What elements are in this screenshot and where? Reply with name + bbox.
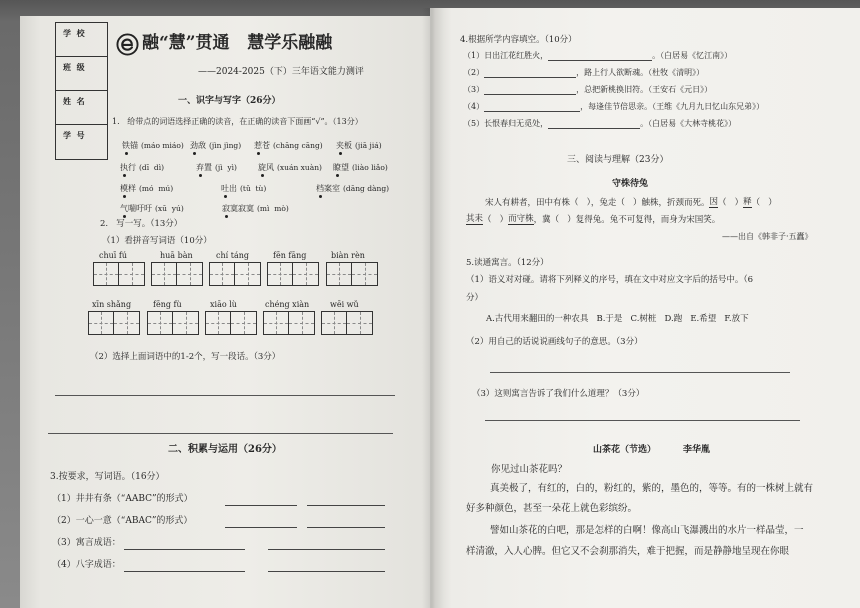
pinyin-options: (mó mú)	[139, 184, 174, 193]
pinyin-options: (jìn jìng)	[209, 141, 242, 150]
q4-item-pre: （5）长恨春归无觅处，	[463, 119, 549, 128]
writing-grid	[267, 262, 319, 286]
passage-underlined: 而守株	[508, 214, 534, 224]
dotted-word: 气喘吁吁	[120, 204, 152, 213]
writing-grid	[209, 262, 261, 286]
q5-sub1: （1）语义对对碰。请将下列释义的序号，填在文中对应文字后的括号中。（6	[466, 275, 754, 285]
word-item	[336, 133, 382, 152]
right-page	[430, 8, 860, 608]
q2-sub1: （1）看拼音写词语（10分）	[102, 236, 212, 246]
writing-grid	[326, 262, 378, 286]
pinyin-label: fēn fāng	[273, 251, 307, 260]
section2-heading: 二、积累与运用（26分）	[168, 444, 282, 455]
answer-blank	[124, 571, 245, 572]
answer-blank	[268, 571, 385, 572]
dotted-word: 执行	[120, 163, 136, 172]
pinyin-label: chuī fú	[99, 251, 127, 260]
pinyin-options: (dāng dàng)	[343, 184, 390, 193]
q3-item: （1）井井有条（“AABC”的形式）	[52, 494, 193, 504]
passage-underlined: 其耒	[466, 214, 484, 224]
exam-subtitle: ——2024-2025（下）三年语文能力测评	[198, 67, 364, 77]
answer-blank	[307, 505, 385, 506]
answer-blank	[307, 527, 385, 528]
passage-source: ——出自《韩非子·五蠹》	[722, 232, 813, 241]
q4-item-pre: （3）	[463, 85, 485, 94]
pinyin-label: chí táng	[216, 251, 249, 260]
q4-item-post: ，总把新桃换旧符。（王安石《元日》）	[576, 85, 713, 94]
passage-line	[466, 214, 720, 225]
passage-underlined: 因	[709, 197, 718, 207]
answer-line	[490, 372, 790, 373]
pinyin-label: biàn rèn	[331, 251, 365, 260]
q4-item-pre: （1）日出江花红胜火，	[463, 51, 549, 60]
word-item	[316, 176, 389, 195]
pinyin-label: wēi wǔ	[330, 300, 359, 309]
q4-item-pre: （2）	[463, 68, 485, 77]
q4-item-post: 。（白居易《大林寺桃花》）	[640, 119, 737, 128]
q5-options: A.古代用来翻田的一种农具 B.于是 C.树桩 D.跑 E.希望 F.放下	[486, 314, 749, 324]
pinyin-label: chéng xiàn	[265, 300, 310, 309]
q4-item	[463, 102, 764, 112]
q4-item-post: 。（白居易《忆江南》）	[652, 51, 733, 60]
q2-sub2: （2）选择上面词语中的1-2个，写一段话。（3分）	[90, 352, 281, 362]
word-item	[222, 196, 289, 215]
q1-prompt: 1. 给带点的词语选择正确的读音，在正确的读音下面画“√”。（13分）	[112, 117, 363, 126]
logo-icon	[116, 33, 139, 56]
passage-text: （ ）	[751, 198, 777, 208]
info-school: 学 校	[56, 23, 107, 57]
word-item	[258, 155, 322, 174]
writing-grid	[263, 311, 315, 335]
q4-item	[463, 85, 712, 95]
section3-heading: 三、阅读与理解（23分）	[567, 155, 669, 165]
pinyin-options: (xuán xuàn)	[277, 163, 322, 172]
writing-grid	[93, 262, 145, 286]
answer-blank	[268, 549, 385, 550]
answer-line	[485, 420, 800, 421]
passage-text: 宋人有耕者，田中有株（ ），兔走（ ）触株，折颈而死。	[485, 198, 710, 208]
q3-item: （3）寓言成语：	[52, 538, 121, 548]
q4-item-post: ，路上行人欲断魂。（杜牧《清明》）	[576, 68, 705, 77]
pinyin-label: xīn shǎng	[92, 300, 132, 309]
pinyin-options: (dī dì)	[139, 163, 165, 172]
word-item	[254, 133, 323, 152]
writing-grid	[147, 311, 199, 335]
word-item	[120, 176, 173, 195]
reading2-line: 你见过山茶花吗？	[491, 464, 568, 475]
writing-grid	[88, 311, 140, 335]
q5-prompt: 5.读通寓言。（12分）	[466, 258, 549, 268]
reading2-line: 譬如山茶花的白吧，那是怎样的白啊！像高山飞瀑溅出的水片一样晶莹，一	[490, 525, 804, 536]
answer-blank	[484, 69, 576, 78]
q4-item-pre: （4）	[463, 102, 485, 111]
dotted-word: 瞭望	[333, 163, 349, 172]
word-item	[120, 196, 184, 215]
answer-blank	[484, 86, 576, 95]
word-item	[196, 155, 237, 174]
passage-text: （ ）	[483, 215, 509, 225]
dotted-word: 铁锚	[122, 141, 138, 150]
word-item	[190, 133, 241, 152]
answer-line	[48, 433, 393, 434]
q4-item	[463, 119, 736, 129]
q4-item	[463, 51, 732, 61]
passage-underlined: 释	[743, 197, 752, 207]
pinyin-options: (liào liǎo)	[352, 163, 388, 172]
passage-text: ，冀（ ）复得兔。兔不可复得，而身为宋国笑。	[533, 215, 721, 225]
passage-title: 守株待兔	[612, 179, 649, 189]
answer-blank	[484, 103, 580, 112]
page-fold-shadow	[422, 8, 444, 608]
dotted-word: 夹板	[336, 141, 352, 150]
reading2-line: 好多种颜色，甚至一朵花上就色彩缤纷。	[466, 503, 638, 514]
student-info-table	[55, 22, 108, 160]
dotted-word: 惹苍	[254, 141, 270, 150]
exam-title: 融“慧”贯通 慧学乐融融	[142, 33, 333, 53]
q3-prompt: 3.按要求，写词语。（16分）	[50, 472, 165, 482]
answer-blank	[225, 505, 297, 506]
q4-item-post: ，每逢佳节倍思亲。（王维《九月九日忆山东兄弟》）	[580, 102, 765, 111]
info-class: 班 级	[56, 57, 107, 91]
pinyin-options: (chāng cāng)	[273, 141, 323, 150]
dotted-word: 寂寞寂寞	[222, 204, 254, 213]
pinyin-options: (tǔ tù)	[240, 184, 267, 193]
pinyin-options: (jì yì)	[215, 163, 237, 172]
dotted-word: 弃置	[196, 163, 212, 172]
passage-text: （ ）	[717, 198, 744, 208]
pinyin-options: (mì mò)	[257, 204, 289, 213]
writing-grid	[151, 262, 203, 286]
answer-blank	[124, 549, 245, 550]
reading2-title: 山茶花（节选）	[593, 445, 657, 455]
pinyin-label: huā bàn	[160, 251, 193, 260]
dotted-word: 旋风	[258, 163, 274, 172]
q3-item: （2）一心一意（“ABAC”的形式）	[52, 516, 193, 526]
answer-blank	[548, 120, 640, 129]
pinyin-options: (máo miáo)	[141, 141, 184, 150]
answer-blank	[548, 52, 652, 61]
q5-sub3: （3）这则寓言告诉了我们什么道理？（3分）	[472, 389, 645, 399]
reading2-line: 样清澈，入人心脾。但它又不会刹那消失，难于把握，而是静静地呈现在你眼	[466, 546, 790, 557]
writing-grid	[321, 311, 373, 335]
answer-blank	[225, 527, 297, 528]
dotted-word: 档案室	[316, 184, 340, 193]
word-item	[120, 155, 164, 174]
info-number: 学 号	[63, 130, 85, 140]
reading2-author: 李华胤	[683, 445, 711, 455]
word-item	[221, 176, 266, 195]
q3-item: （4）八字成语：	[52, 560, 121, 570]
section1-heading: 一、识字与写字（26分）	[178, 96, 281, 106]
q4-item	[463, 68, 704, 78]
word-item	[122, 133, 184, 152]
pinyin-label: xiāo lù	[210, 300, 237, 309]
q5-sub2: （2）用自己的话说说画线句子的意思。（3分）	[466, 337, 643, 347]
pinyin-options: (jiā jiá)	[355, 141, 382, 150]
dotted-word: 模样	[120, 184, 136, 193]
pinyin-options: (xū yú)	[155, 204, 184, 213]
writing-grid	[205, 311, 257, 335]
pinyin-label: fēng fù	[153, 300, 182, 309]
word-item	[333, 155, 388, 174]
q5-sub1-cont: 分）	[466, 293, 484, 303]
q2-prompt: 2. 写一写。（13分）	[100, 219, 183, 229]
passage-line	[485, 197, 777, 208]
dotted-word: 吐出	[221, 184, 237, 193]
reading2-line: 真美极了，有红的，白的，粉红的，紫的，墨色的，等等。有的一株树上就有	[490, 483, 814, 494]
info-name: 姓 名	[56, 91, 107, 125]
dotted-word: 劲敌	[190, 141, 206, 150]
answer-line	[55, 395, 395, 396]
q4-prompt: 4.根据所学内容填空。（10分）	[460, 35, 577, 45]
